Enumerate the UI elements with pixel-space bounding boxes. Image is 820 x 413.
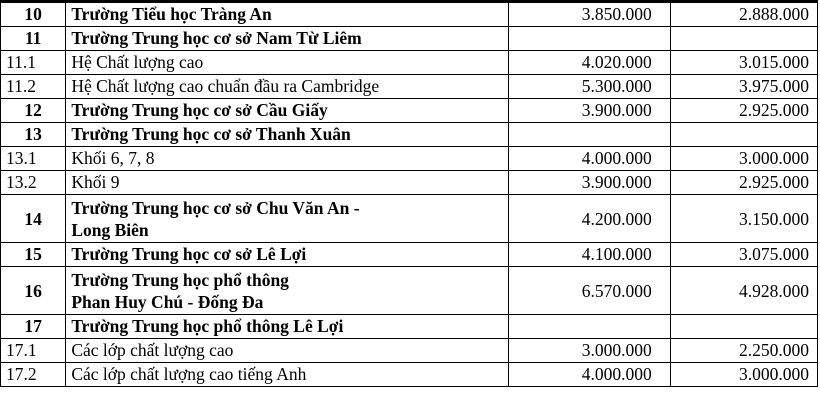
school-name-line: Trường Trung học phổ thông Lê Lợi (71, 316, 344, 336)
school-name-cell (66, 75, 508, 99)
fee-value-cell: 4.000.000 (508, 147, 670, 171)
fee-value-cell: 5.300.000 (508, 75, 670, 99)
reduced-fee-value-cell: 3.975.000 (670, 75, 817, 99)
school-name-line: Các lớp chất lượng cao tiếng Anh (71, 364, 307, 384)
fee-value-cell: 3.900.000 (508, 99, 670, 123)
table-row (1, 51, 818, 75)
row-number-cell: 11 (1, 27, 66, 51)
school-name-cell (66, 123, 508, 147)
fee-value-cell (508, 123, 670, 147)
reduced-fee-value-cell: 2.250.000 (670, 339, 817, 363)
row-number-cell: 16 (1, 267, 66, 315)
school-name-cell (66, 363, 508, 387)
row-number-cell: 11.2 (1, 75, 66, 99)
row-number-cell: 12 (1, 99, 66, 123)
row-number-cell: 13.1 (1, 147, 66, 171)
table-row (1, 243, 818, 267)
school-name-line: Trường Trung học cơ sở Thanh Xuân (71, 124, 351, 144)
reduced-fee-value-cell (670, 27, 817, 51)
fee-value-cell: 4.100.000 (508, 243, 670, 267)
school-name-line: Khối 9 (71, 172, 120, 192)
fee-value-cell: 3.850.000 (508, 2, 670, 27)
table-row (1, 147, 818, 171)
row-number-cell: 10 (1, 2, 66, 27)
row-number-cell: 15 (1, 243, 66, 267)
row-number-cell: 14 (1, 195, 66, 243)
school-name-cell (66, 2, 508, 27)
reduced-fee-value-cell: 2.925.000 (670, 99, 817, 123)
school-name-line: Trường Tiểu học Tràng An (71, 4, 272, 24)
reduced-fee-value-cell: 2.925.000 (670, 171, 817, 195)
school-name-cell (66, 315, 508, 339)
table-row (1, 99, 818, 123)
reduced-fee-value-cell: 3.000.000 (670, 363, 817, 387)
fee-value-cell: 3.900.000 (508, 171, 670, 195)
fee-value-cell: 6.570.000 (508, 267, 670, 315)
table-row (1, 171, 818, 195)
fee-value-cell: 4.020.000 (508, 51, 670, 75)
school-name-cell (66, 147, 508, 171)
school-name-line: Hệ Chất lượng cao chuẩn đầu ra Cambridge (71, 76, 380, 96)
row-number-cell: 17.1 (1, 339, 66, 363)
table-row (1, 2, 818, 27)
table-row (1, 363, 818, 387)
school-name-line: Trường Trung học cơ sở Cầu Giấy (71, 100, 328, 120)
school-name-line: Các lớp chất lượng cao (71, 340, 234, 360)
table-row (1, 195, 818, 243)
school-name-line: Trường Trung học cơ sở Nam Từ Liêm (71, 28, 362, 48)
school-name-line: Khối 6, 7, 8 (71, 148, 155, 168)
table-row (1, 27, 818, 51)
fee-value-cell: 4.000.000 (508, 363, 670, 387)
reduced-fee-value-cell: 3.015.000 (670, 51, 817, 75)
fee-value-cell (508, 315, 670, 339)
reduced-fee-value-cell: 4.928.000 (670, 267, 817, 315)
reduced-fee-value-cell: 2.888.000 (670, 2, 817, 27)
school-name-cell (66, 195, 508, 243)
table-row (1, 339, 818, 363)
fee-table-body (1, 2, 818, 387)
row-number-cell: 13 (1, 123, 66, 147)
school-name-line: Trường Trung học phổ thông (71, 269, 289, 290)
school-name-line: Long Biên (71, 219, 149, 240)
row-number-cell: 17.2 (1, 363, 66, 387)
school-name-line: Phan Huy Chú - Đống Đa (71, 291, 264, 312)
school-name-cell (66, 51, 508, 75)
row-number-cell: 11.1 (1, 51, 66, 75)
fee-value-cell (508, 27, 670, 51)
reduced-fee-value-cell (670, 315, 817, 339)
school-name-cell (66, 339, 508, 363)
school-name-cell (66, 171, 508, 195)
fee-value-cell: 4.200.000 (508, 195, 670, 243)
reduced-fee-value-cell: 3.150.000 (670, 195, 817, 243)
row-number-cell: 13.2 (1, 171, 66, 195)
table-row (1, 123, 818, 147)
fee-value-cell: 3.000.000 (508, 339, 670, 363)
school-name-cell (66, 243, 508, 267)
table-row (1, 75, 818, 99)
school-name-line: Trường Trung học cơ sở Lê Lợi (71, 244, 307, 264)
school-name-line: Hệ Chất lượng cao (71, 52, 204, 72)
reduced-fee-value-cell: 3.075.000 (670, 243, 817, 267)
reduced-fee-value-cell: 3.000.000 (670, 147, 817, 171)
school-name-cell (66, 99, 508, 123)
table-row (1, 315, 818, 339)
school-name-cell (66, 267, 508, 315)
row-number-cell: 17 (1, 315, 66, 339)
reduced-fee-value-cell (670, 123, 817, 147)
school-name-cell (66, 27, 508, 51)
table-row (1, 267, 818, 315)
school-name-line: Trường Trung học cơ sở Chu Văn An - (71, 197, 360, 218)
